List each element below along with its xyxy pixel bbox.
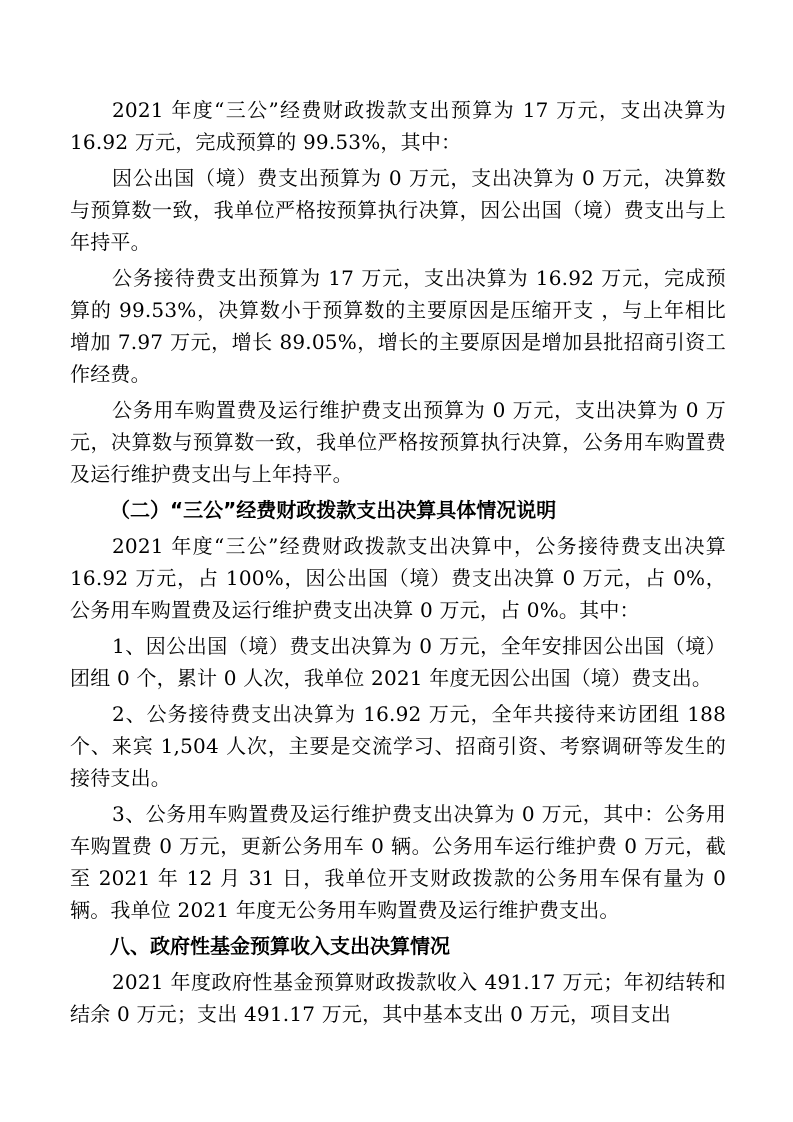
paragraph-reception-details: 2、公务接待费支出决算为 16.92 万元，全年共接待来访团组 188 个、来宾 1,504 人次，主要是交流学习、招商引资、考察调研等发生的接待支出。 (70, 702, 726, 790)
section-heading-government-fund: 八、政府性基金预算收入支出决算情况 (110, 934, 450, 958)
paragraph-reception-budget: 公务接待费支出预算为 17 万元，支出决算为 16.92 万元，完成预算的 99.53%，决算数小于预算数的主要原因是压缩开支 ，与上年相比增加 7.97 万元，增长 89.05%，增长的主要原因是增加县批招商引资工作经费。 (70, 266, 726, 386)
paragraph-three-public-final-accounts: 2021 年度“三公”经费财政拨款支出决算中，公务接待费支出决算 16.92 万元，占 100%，因公出国（境）费支出决算 0 万元，占 0%，公务用车购置费及运行维护费支出决算 0 万元，占 0%。其中： (70, 534, 726, 622)
paragraph-vehicle-budget: 公务用车购置费及运行维护费支出预算为 0 万元，支出决算为 0 万元，决算数与预算数一致，我单位严格按预算执行决算，公务用车购置费及运行维护费支出与上年持平。 (70, 398, 726, 486)
paragraph-overseas-travel-budget: 因公出国（境）费支出预算为 0 万元，支出决算为 0 万元，决算数与预算数一致，我单位严格按预算执行决算，因公出国（境）费支出与上年持平。 (70, 166, 726, 254)
paragraph-government-fund-summary: 2021 年度政府性基金预算财政拨款收入 491.17 万元；年初结转和结余 0 万元；支出 491.17 万元，其中基本支出 0 万元，项目支出 (70, 970, 726, 1026)
document-page (70, 94, 726, 1034)
section-heading-three-public-details: （二）“三公”经费财政拨款支出决算具体情况说明 (110, 498, 557, 522)
paragraph-three-public-budget-summary: 2021 年度“三公”经费财政拨款支出预算为 17 万元，支出决算为 16.92 万元，完成预算的 99.53%，其中： (70, 98, 726, 154)
paragraph-vehicle-details: 3、公务用车购置费及运行维护费支出决算为 0 万元，其中：公务用车购置费 0 万元，更新公务用车 0 辆。公务用车运行维护费 0 万元，截至 2021 年 12 月 31 日，我单位开支财政拨款的公务用车保有量为 0 辆。我单位 2021 年度无公务用车购置费及运行维护费支出。 (70, 802, 726, 922)
paragraph-overseas-travel-details: 1、因公出国（境）费支出决算为 0 万元，全年安排因公出国（境）团组 0 个，累计 0 人次，我单位 2021 年度无因公出国（境）费支出。 (70, 634, 726, 690)
